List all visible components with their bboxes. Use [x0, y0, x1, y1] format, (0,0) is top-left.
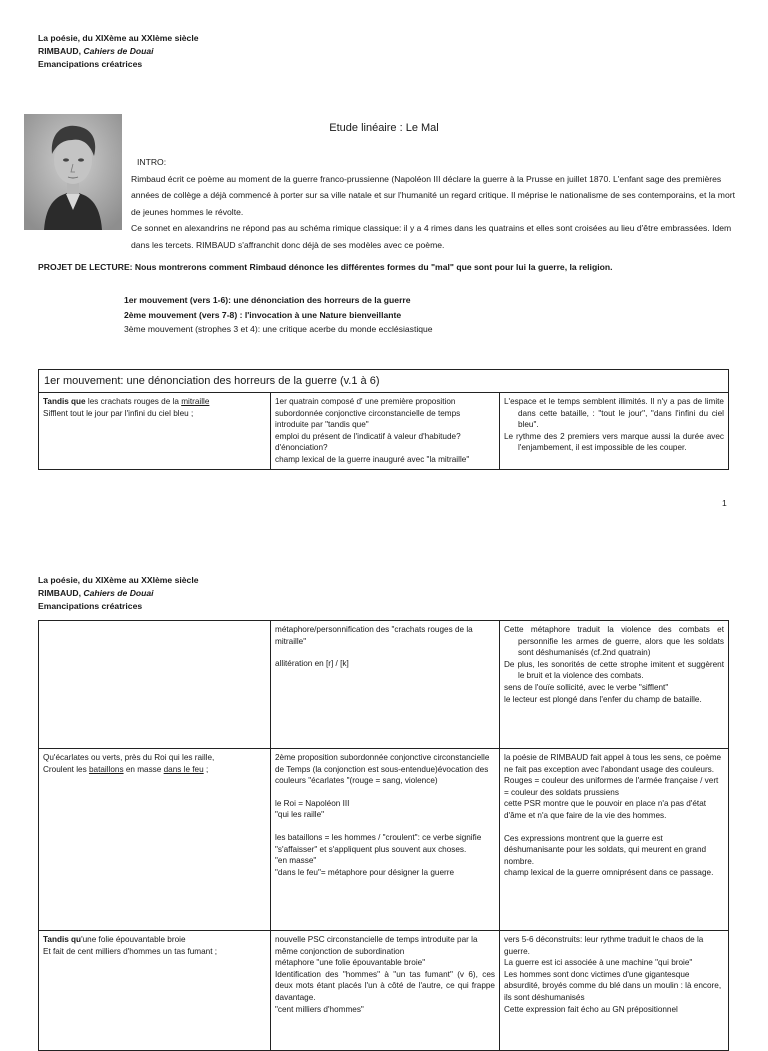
document-title: Etude linéaire : Le Mal [329, 122, 439, 134]
interpretation-cell: la poésie de RIMBAUD fait appel à tous les sens, ce poème ne fait pas exception avec l'abondant usage des couleurs. Rouges = couleur des uniformes de l'armée française / vert = couleur des soldats prussiens cette PSR montre que le pouvoir en place n'a pas d'état d'âme et n'a que faire de la vie des hommes. Ces expressions montrent que la guerre est déshumanisante pour les soldats, qui meurent en grand nombre. champ lexical de la guerre omniprésent dans ce passage. [500, 749, 729, 931]
movement-1: 1er mouvement (vers 1-6): une dénonciation des horreurs de la guerre [124, 295, 411, 305]
interpretation-cell: L'espace et le temps semblent illimités. Il n'y a pas de limite dans cette bataille, : "tout le jour", "dans l'infini du ciel bleu". Le rythme des 2 premiers vers marque aussi la durée avec l'enjambement, il est impossible de les couper. [500, 393, 729, 470]
page-number: 1 [722, 498, 727, 508]
intro-paragraph-form: Ce sonnet en alexandrins ne répond pas au schéma rimique classique: il y a 4 rimes dans les quatrains et elles sont croisées au lieu d'être embrassées. Idem dans les tercets. RIMBAUD s'affranchit donc déjà de ses modèles avec ce poème. [131, 223, 732, 250]
header-theme: Emancipations créatrices [38, 601, 143, 611]
intro-paragraph-context: Rimbaud écrit ce poème au moment de la guerre franco-prussienne (Napoléon III déclare la guerre à la Prusse en juillet 1870. L'enfant sage des premières années de collège a déjà commencé à porter sur sa ville natale et sur l'humanité un regard critique. Il méprise le nationalisme de ses contemporains, et la mort de jeunes hommes le révolte. [131, 173, 735, 217]
header-theme: Emancipations créatrices [38, 59, 143, 69]
table-row [39, 621, 729, 749]
verse-cell: Qu'écarlates ou verts, près du Roi qui les raille, Croulent les bataillons en masse dans le feu ; [39, 749, 271, 931]
table-heading: 1er mouvement: une dénonciation des horreurs de la guerre (v.1 à 6) [39, 370, 729, 393]
analysis-table-page1 [38, 369, 729, 470]
verse-cell: Tandis qu'une folie épouvantable broie Et fait de cent milliers d'hommes un tas fumant ; [39, 931, 271, 1051]
analysis-cell: 2ème proposition subordonnée conjonctive circonstancielle de Temps (la conjonction est sous-entendue)évocation des couleurs "écarlates "(rouge = sang, violence) le Roi = Napoléon III "qui les raille" les bataillons = les hommes / "croulent": ce verbe signifie "s'affaisser" et s'appliquent plus souvent aux choses. "en masse" "dans le feu"= métaphore pour désigner la guerre [271, 749, 500, 931]
verse-cell [39, 621, 271, 749]
verse-cell: Tandis que les crachats rouges de la mitraille Sifflent tout le jour par l'infini du ciel bleu ; [39, 393, 271, 470]
page-header [38, 574, 199, 613]
table-row [39, 393, 729, 470]
header-course: La poésie, du XIXème au XXIème siècle [38, 575, 199, 585]
movements-list [124, 293, 433, 337]
analysis-table-page2 [38, 620, 729, 1051]
interpretation-cell: vers 5-6 déconstruits: leur rythme traduit le chaos de la guerre. La guerre est ici associée à une machine "qui broie" Les hommes sont donc victimes d'une gigantesque absurdité, broyés comme du blé dans un moulin : là encore, ils sont déshumanisés Cette expression fait écho au GN prépositionnel [500, 931, 729, 1051]
header-author: RIMBAUD, Cahiers de Douai [38, 46, 154, 56]
analysis-cell: métaphore/personnification des "crachats rouges de la mitraille" allitération en [r] / [k] [271, 621, 500, 749]
table-row [39, 749, 729, 931]
page-header [38, 32, 199, 71]
reading-project: PROJET DE LECTURE: Nous montrerons comment Rimbaud dénonce les différentes formes du "mal" que sont pour lui la guerre, la religion. [38, 262, 613, 272]
table-row [39, 931, 729, 1051]
movement-2: 2ème mouvement (vers 7-8) : l'invocation à une Nature bienveillante [124, 309, 402, 320]
header-course: La poésie, du XIXème au XXIème siècle [38, 33, 199, 43]
analysis-cell: 1er quatrain composé d' une première proposition subordonnée conjonctive circonstancielle de temps introduite par "tandis que" emploi du présent de l'indicatif à valeur d'habitude? d'énonciation? champ lexical de la guerre inauguré avec "la mitraille" [271, 393, 500, 470]
header-author: RIMBAUD, Cahiers de Douai [38, 588, 154, 598]
interpretation-cell: Cette métaphore traduit la violence des combats et personnifie les armes de guerre, alors que les soldats sont déshumanisés (cf.2nd quatrain) De plus, les sonorités de cette strophe imitent et suggèrent le bruit et la violence des combats. sens de l'ouïe sollicité, avec le verbe "sifflent" le lecteur est plongé dans l'enfer du champ de bataille. [500, 621, 729, 749]
intro-section [131, 154, 741, 253]
movement-3: 3ème mouvement (strophes 3 et 4): une critique acerbe du monde ecclésiastique [124, 324, 433, 334]
intro-label: INTRO: [137, 157, 167, 167]
analysis-cell: nouvelle PSC circonstancielle de temps introduite par la même conjonction de subordination métaphore "une folie épouvantable broie" Identification des "hommes" à "un tas fumant" (v 6), ces deux mots étant placés l'un à côté de l'autre, ce qui frappe davantage. "cent milliers d'hommes" [271, 931, 500, 1051]
